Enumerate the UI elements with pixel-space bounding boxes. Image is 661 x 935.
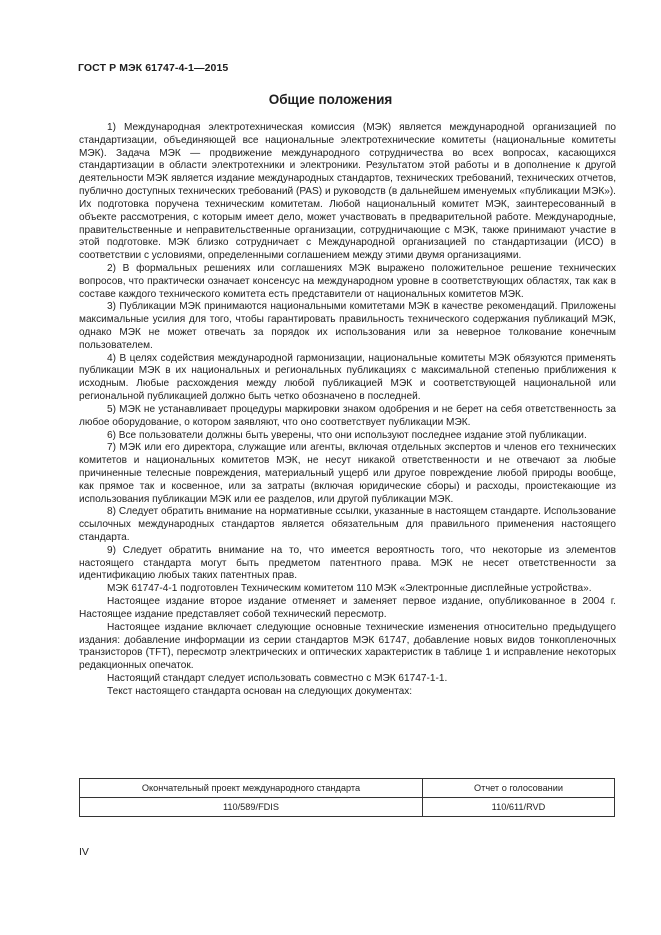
paragraph-1: 1) Международная электротехническая комиссия (МЭК) является международной организацией по стандартизации, объединяющей все национальные электротехнические комитеты (национальные комитеты МЭК). Задача МЭК — продвижение международного сотрудничества во всех вопросах, касающихся стандартизации в области электротехники и электроники. Результатом этой работы и в дополнение к другой деятельности МЭК является издание международных стандартов, технических требований, технических отчетов, публично доступных технических требований (PAS) и руководств (в дальнейшем именуемых «публикации МЭК»). Их подготовка поручена техническим комитетам. Любой национальный комитет МЭК, заинтересованный в объекте рассмотрения, с которым имеет дело, может участвовать в предварительной работе. Международные, правительственные и неправительственные организации, сотрудничающие с МЭК, также принимают участие в этой подготовке. МЭК близко сотрудничает с Международной организацией по стандартизации (ИСО) в соответствии с условиями, определенными соглашением между этими двумя организациями. [79, 122, 616, 262]
paragraph-5: 5) МЭК не устанавливает процедуры маркировки знаком одобрения и не берет на себя ответственность за любое оборудование, о котором заявляют, что оно соответствует публикации МЭК. [79, 403, 616, 428]
paragraph-8: 8) Следует обратить внимание на нормативные ссылки, указанные в настоящем стандарте. Использование ссылочных международных стандартов является обязательным для правильного применения настоящего стандарта. [79, 506, 616, 543]
table-row [80, 798, 615, 817]
paragraph-based-on: Текст настоящего стандарта основан на следующих документах: [107, 685, 413, 697]
paragraph-6: 6) Все пользователи должны быть уверены, что они используют последнее издание этой публикации. [107, 429, 587, 441]
paragraph-usage: Настоящий стандарт следует использовать совместно с МЭК 61747-1-1. [107, 672, 448, 684]
paragraph-9: 9) Следует обратить внимание на то, что имеется вероятность того, что некоторые из элементов настоящего стандарта могут быть предметом патентного права. МЭК не несет ответственности за идентификацию любых таких патентных прав. [79, 544, 616, 582]
table-cell: 110/611/RVD [423, 798, 615, 817]
table-cell: 110/589/FDIS [80, 798, 423, 817]
page-number: IV [79, 846, 89, 858]
paragraph-changes: Настоящее издание включает следующие основные технические изменения относительно предыдущего издания: добавление информации из серии стандартов МЭК 61747, добавление новых видов тонкопленочных транзисторов (TFT), пересмотр электрических и оптических характеристик в таблице 1 и исправление некоторых редакционных опечаток. [79, 621, 616, 672]
table-header-row [80, 779, 615, 798]
paragraph-7: 7) МЭК или его директора, служащие или агенты, включая отдельных экспертов и членов его технических комитетов и национальных комитетов МЭК, не несут никакой ответственности и не отвечают за любые причиненные телесные повреждения, материальный ущерб или другое повреждение любой природы вообще, как прямое так и косвенное, или за затраты (включая юридические сборы) и расходы, проистекающие из использования публикации МЭК или ее разделов, или другой публикации МЭК. [79, 442, 616, 505]
paragraph-4: 4) В целях содействия международной гармонизации, национальные комитеты МЭК обязуются применять публикации МЭК в их национальных и региональных публикациях с максимальной степенью приближения к исходным. Любые расхождения между любой публикацией МЭК и соответствующей национальной или региональной публикацией должно быть четко обозначено в последней. [79, 352, 616, 403]
paragraph-edition: Настоящее издание второе издание отменяет и заменяет первое издание, опубликованное в 2004 г. Настоящее издание представляет собой технический пересмотр. [79, 596, 616, 620]
table-header-cell: Окончательный проект международного стандарта [80, 779, 423, 798]
documents-table [79, 778, 615, 817]
paragraph-prepared-by: МЭК 61747-4-1 подготовлен Техническим комитетом 110 МЭК «Электронные дисплейные устройства». [107, 583, 592, 595]
table-header-cell: Отчет о голосовании [423, 779, 615, 798]
body-text [79, 122, 616, 699]
standard-header: ГОСТ Р МЭК 61747-4-1—2015 [78, 62, 229, 74]
paragraph-3: 3) Публикации МЭК принимаются национальными комитетами МЭК в качестве рекомендаций. Приложены максимальные усилия для того, чтобы гарантировать правильность технического содержания публикаций МЭК, однако МЭК не может отвечать за порядок их использования или за неверное толкование конечным пользователем. [79, 301, 616, 351]
section-title: Общие положения [268, 92, 393, 107]
paragraph-2: 2) В формальных решениях или соглашениях МЭК выражено положительное решение технических вопросов, что практически означает консенсус на международном уровне в соответствующих областях, так как в составе каждого технического комитета есть представители от национальных комитетов МЭК. [79, 262, 616, 300]
